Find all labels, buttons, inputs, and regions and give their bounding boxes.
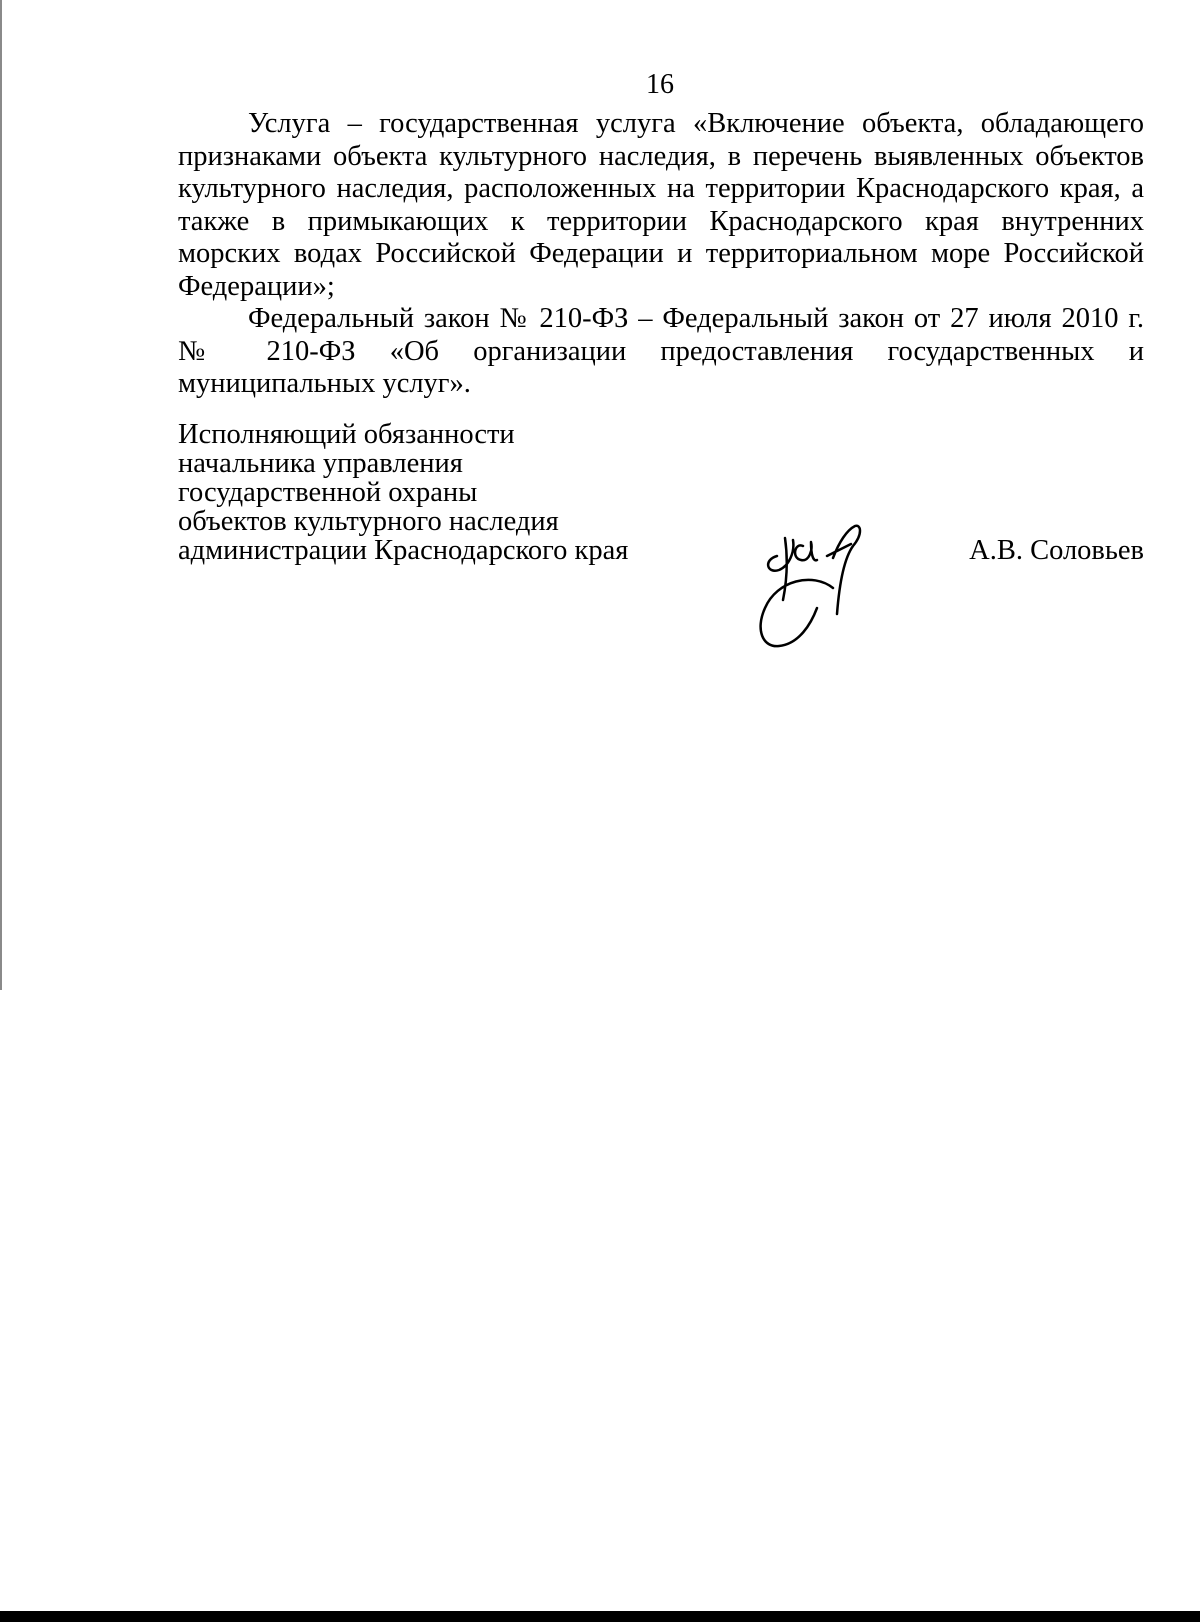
- signatory-title-line: объектов культурного наследия: [178, 506, 559, 537]
- handwritten-signature-icon: [755, 512, 895, 672]
- signatory-name: А.В. Соловьев: [969, 535, 1144, 566]
- scan-edge-line: [0, 0, 2, 990]
- signatory-title-line: государственной охраны: [178, 477, 478, 508]
- signatory-title-line: начальника управления: [178, 448, 463, 479]
- signatory-title-line: Исполняющий обязанности: [178, 419, 515, 450]
- scan-bottom-edge: [0, 1611, 1200, 1622]
- page-number: 16: [646, 69, 674, 100]
- signatory-title-line: администрации Краснодарского края: [178, 535, 629, 566]
- paragraph-service-definition: Услуга – государственная услуга «Включение объекта, обладающего признаками объекта культурного наследия, в перечень выявленных объектов культурного наследия, расположенных на территории Краснодарского края, а также в примыкающих к территории Краснодарского края внутренних морских водах Российской Федерации и территориальном море Российской Федерации»;: [178, 108, 1144, 302]
- signatory-title: [178, 420, 658, 565]
- document-body: [178, 108, 1144, 401]
- paragraph-federal-law-definition: Федеральный закон № 210-ФЗ – Федеральный закон от 27 июля 2010 г. № 210-ФЗ «Об организации предоставления государственных и муниципальных услуг».: [178, 303, 1144, 399]
